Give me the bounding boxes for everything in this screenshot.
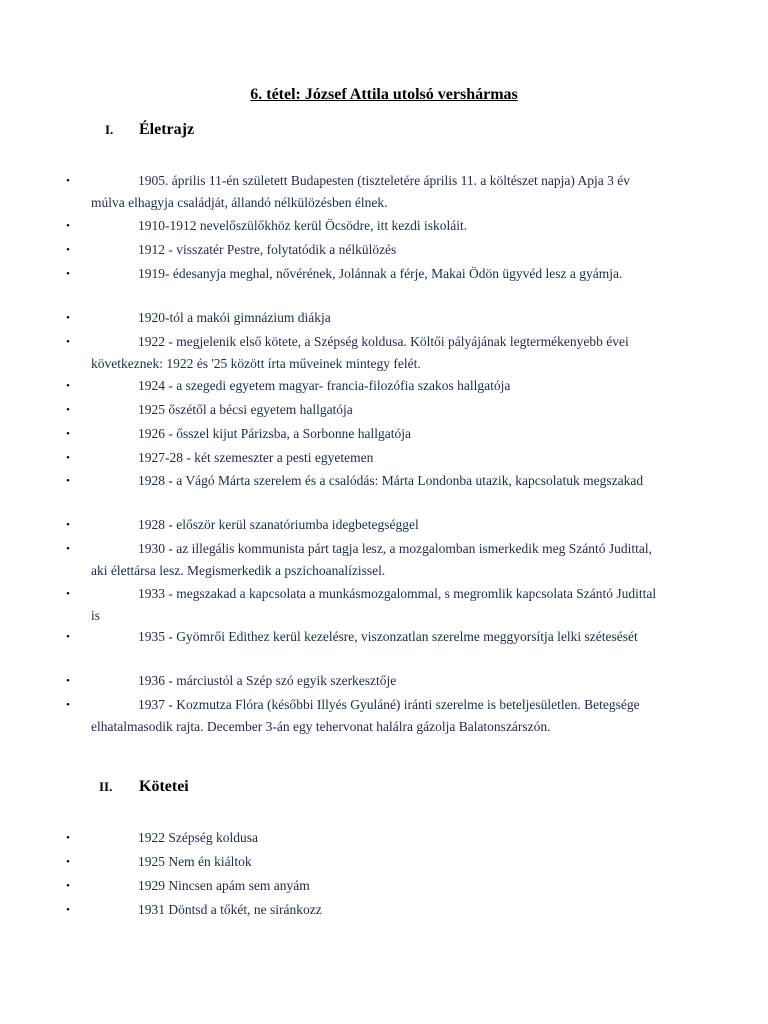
list-item-text: 1912 - visszatér Pestre, folytatódik a nélkülözés [138,242,397,257]
bullet-icon: • [66,475,70,487]
bullet-icon: • [66,380,70,392]
section-title: Életrajz [139,121,195,138]
section-heading-eletrajz [105,121,194,139]
list-item-text: 1929 Nincsen apám sem anyám [138,878,310,893]
bullet-icon: • [66,244,70,256]
bullet-icon: • [66,336,70,348]
section-title: Kötetei [139,778,189,795]
list-item-text: 1924 - a szegedi egyetem magyar- francia-filozófia szakos hallgatója [138,378,511,393]
bullet-icon: • [66,699,70,711]
bullet-icon: • [66,675,70,687]
bullet-icon: • [66,832,70,844]
bullet-icon: • [66,588,70,600]
list-item-text: 1936 - márciustól a Szép szó egyik szerkesztője [138,673,397,688]
section-number: I. [105,122,114,137]
list-item-text: 1922 - megjelenik első kötete, a Szépség koldusa. Költői pályájának legtermékenyebb évei következnek: 1922 és '25 között írta műveinek mintegy felét. [91,334,629,371]
bullet-icon: • [66,631,70,643]
list-item-text: 1933 - megszakad a kapcsolata a munkásmozgalommal, s megromlik kapcsolata Szántó Judittal is [91,586,657,623]
bullet-icon: • [66,543,70,555]
bullet-icon: • [66,904,70,916]
bullet-icon: • [66,268,70,280]
bullet-icon: • [66,312,70,324]
list-item-text: 1910-1912 nevelőszülőkhöz kerül Öcsödre, itt kezdi iskoláit. [138,218,468,233]
section-number: II. [99,779,113,794]
list-item-text: 1905. április 11-én született Budapesten (tiszteletére április 11. a költészet napja) Apja 3 év múlva elhagyja családját, állandó nélkülözésben élnek. [91,173,630,210]
document-title: 6. tétel: József Attila utolsó vershármas [250,86,518,103]
section-heading-kotetei [99,778,189,796]
bullet-icon: • [66,428,70,440]
list-item-text: 1920-tól a makói gimnázium diákja [138,310,331,325]
list-item-text: 1927-28 - két szemeszter a pesti egyetemen [138,450,374,465]
list-item-text: 1919- édesanyja meghal, nővérének, Jolánnak a férje, Makai Ödön ügyvéd lesz a gyámja. [138,266,623,281]
bullet-icon: • [66,452,70,464]
list-item-text: 1931 Döntsd a tőkét, ne siránkozz [138,902,322,917]
bullet-icon: • [66,404,70,416]
bullet-icon: • [66,856,70,868]
bullet-icon: • [66,880,70,892]
list-item-text: 1928 - a Vágó Márta szerelem és a csalódás: Márta Londonba utazik, kapcsolatuk megszakad [138,473,644,488]
list-item-text: 1935 - Gyömrői Edithez kerül kezelésre, viszonzatlan szerelme meggyorsítja lelki szétesését [138,629,638,644]
bullet-icon: • [66,175,70,187]
list-item-text: 1937 - Kozmutza Flóra (későbbi Illyés Gyuláné) iránti szerelme is beteljesületlen. Betegsége elhatalmasodik rajta. December 3-án egy tehervonat halálra gázolja Balatonszárszón. [91,697,640,734]
list-item-text: 1925 Nem én kiáltok [138,854,252,869]
bullet-icon: • [66,519,70,531]
bullet-icon: • [66,220,70,232]
list-item-text: 1926 - ősszel kijut Párizsba, a Sorbonne hallgatója [138,426,411,441]
list-item-text: 1925 őszétől a bécsi egyetem hallgatója [138,402,353,417]
list-item-text: 1930 - az illegális kommunista párt tagja lesz, a mozgalomban ismerkedik meg Szántó Judittal, aki élettársa lesz. Megismerkedik a pszichoanalízissel. [91,541,652,578]
list-item-text: 1928 - először kerül szanatóriumba idegbetegséggel [138,517,419,532]
list-item-text: 1922 Szépség koldusa [138,830,258,845]
